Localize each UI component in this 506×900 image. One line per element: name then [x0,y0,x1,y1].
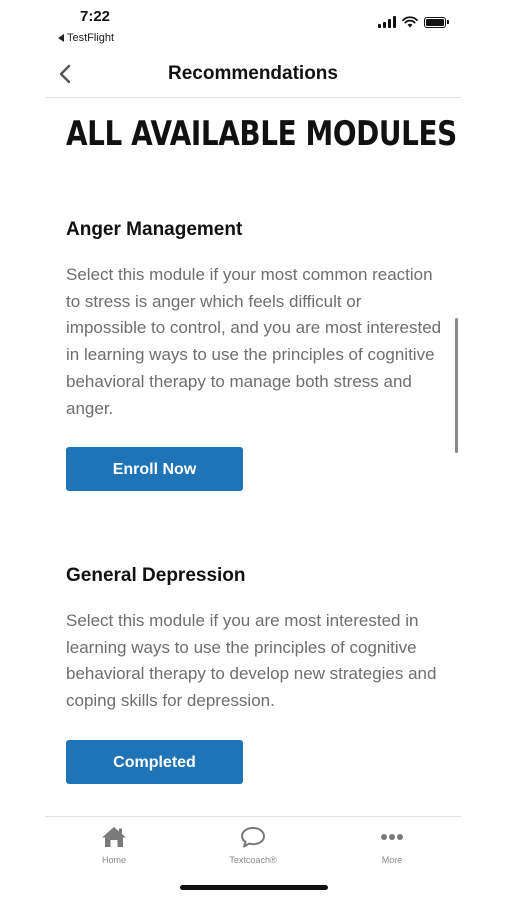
chat-bubble-icon [239,825,267,849]
nav-title: Recommendations [168,63,338,84]
home-icon [100,825,128,849]
status-time: 7:22 [80,8,111,25]
tab-label: Textcoach® [229,855,277,865]
battery-icon [424,17,446,28]
wifi-icon [402,16,418,28]
status-indicators [378,16,446,28]
module-description: Select this module if your most common reaction to stress is anger which feels difficult or impossible to control, and you are most interested in learning ways to use the principles of cognitive behavioral therapy to manage both stress and anger. [66,265,442,418]
enroll-now-button[interactable]: Enroll Now [66,447,243,491]
module-description: Select this module if you are most interested in learning ways to use the principles of cognitive behavioral therapy to develop new strategies and coping skills for depression. [66,611,437,711]
tab-label: Home [101,855,126,865]
back-triangle-icon [58,34,64,42]
completed-button[interactable]: Completed [66,740,243,784]
tab-home[interactable] [64,824,164,865]
tab-bar-divider [45,816,461,817]
back-app-label: TestFlight [67,32,115,44]
tab-textcoach[interactable] [203,824,303,865]
page-title: ALL AVAILABLE MODULES [66,114,457,154]
module-title: General Depression [66,565,246,586]
back-to-app-link[interactable] [58,32,114,44]
scrollbar[interactable] [455,318,458,453]
nav-divider [45,97,461,98]
tab-more[interactable] [342,824,442,865]
cellular-signal-icon [378,16,396,28]
module-title: Anger Management [66,219,243,240]
home-indicator [180,885,328,890]
tab-label: More [381,855,403,865]
more-icon [378,825,406,849]
